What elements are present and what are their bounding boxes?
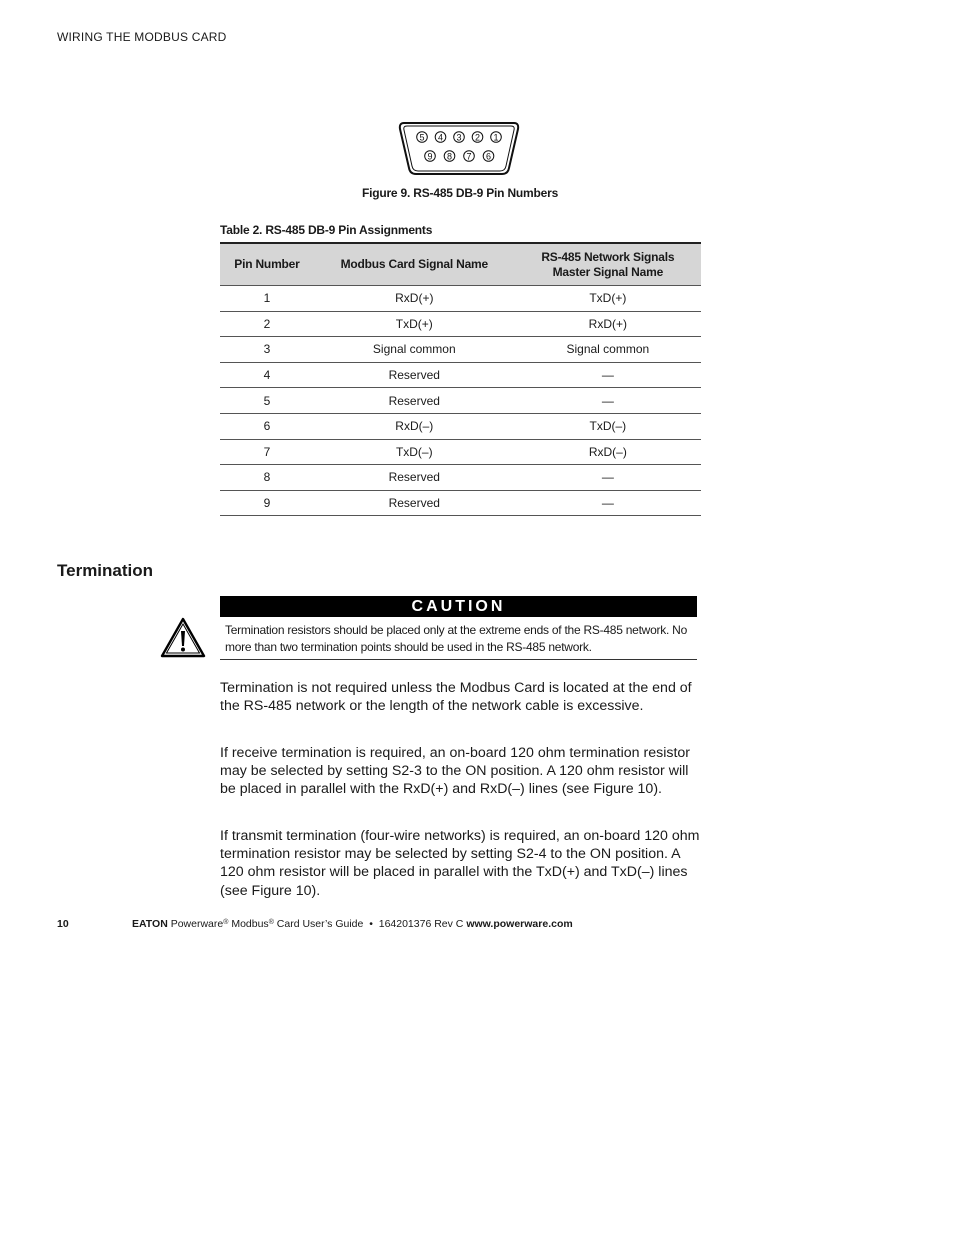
cell-pin: 4 — [220, 362, 314, 388]
table-row — [220, 286, 701, 312]
header-modbus-signal: Modbus Card Signal Name — [314, 243, 515, 286]
footer-reg1: ® — [223, 919, 229, 926]
cell-master-signal: — — [515, 388, 701, 414]
pin-label: 3 — [456, 132, 462, 143]
cell-modbus-signal: Reserved — [314, 465, 515, 491]
cell-master-signal: — — [515, 362, 701, 388]
header-network-line2: Master Signal Name — [552, 264, 664, 279]
footer-bullet: • — [369, 918, 373, 930]
pin-label: 2 — [474, 132, 481, 143]
caution-banner: CAUTION — [220, 596, 697, 617]
footer-doc-number: 164201376 Rev C — [378, 918, 464, 930]
footer-brand: EATON — [132, 918, 168, 930]
pin-assignments-table — [220, 242, 701, 516]
header-network-signal — [515, 243, 701, 286]
pin-label: 6 — [485, 151, 492, 162]
cell-modbus-signal: TxD(+) — [314, 311, 515, 337]
pin-label: 1 — [493, 132, 499, 143]
table-row — [220, 413, 701, 439]
footer-guide: Card User’s Guide — [276, 918, 364, 930]
caution-text: Termination resistors should be placed only at the extreme ends of the RS-485 network. No more than two termination points should be used in the RS-485 network. — [220, 622, 697, 660]
running-head: WIRING THE MODBUS CARD — [57, 30, 227, 44]
pin-label: 4 — [437, 132, 444, 143]
db9-connector-figure — [398, 119, 520, 177]
footer-product1: Powerware — [170, 918, 224, 930]
cell-pin: 2 — [220, 311, 314, 337]
figure-caption: Figure 9. RS-485 DB-9 Pin Numbers — [361, 186, 559, 200]
cell-modbus-signal: Reserved — [314, 388, 515, 414]
pin-label: 8 — [446, 151, 453, 162]
cell-master-signal: — — [515, 490, 701, 516]
cell-modbus-signal: RxD(+) — [314, 286, 515, 312]
paragraph-2: If receive termination is required, an on-board 120 ohm termination resistor may be selected by setting S2-3 to the ON position. A 120 ohm resistor will be placed in parallel with the RxD(+) and RxD(–) lines (see Figure 10). — [220, 745, 690, 798]
cell-master-signal: TxD(+) — [515, 286, 701, 312]
table-title: Table 2. RS-485 DB-9 Pin Assignments — [220, 223, 433, 237]
connector-shell-outer — [400, 123, 518, 174]
cell-pin: 6 — [220, 413, 314, 439]
pin-label: 7 — [466, 151, 472, 162]
paragraph-1: Termination is not required unless the Modbus Card is located at the end of the RS-485 network or the length of the network cable is excessive. — [220, 680, 692, 715]
paragraph-3: If transmit termination (four-wire networks) is required, an on-board 120 ohm termination resistor may be selected by setting S2-4 to the ON position. A 120 ohm resistor will be placed in parallel with the TxD(+) and TxD(–) lines (see Figure 10). — [220, 828, 700, 899]
footer-product2: Modbus — [231, 918, 269, 930]
cell-pin: 3 — [220, 337, 314, 363]
table-row — [220, 465, 701, 491]
footer-website: www.powerware.com — [466, 918, 573, 930]
cell-master-signal: Signal common — [515, 337, 701, 363]
footer-citation — [132, 918, 573, 930]
cell-pin: 5 — [220, 388, 314, 414]
cell-modbus-signal: TxD(–) — [314, 439, 515, 465]
cell-modbus-signal: Reserved — [314, 490, 515, 516]
cell-master-signal: RxD(+) — [515, 311, 701, 337]
header-network-line1: RS-485 Network Signals — [541, 249, 675, 264]
pin-label: 5 — [419, 132, 425, 143]
cell-modbus-signal: RxD(–) — [314, 413, 515, 439]
section-title: Termination — [57, 561, 154, 580]
table-row — [220, 388, 701, 414]
table-row — [220, 490, 701, 516]
cell-master-signal: TxD(–) — [515, 413, 701, 439]
cell-master-signal: — — [515, 465, 701, 491]
cell-pin: 1 — [220, 286, 314, 312]
table-header-row — [220, 243, 701, 286]
header-pin-number: Pin Number — [220, 243, 314, 286]
cell-pin: 7 — [220, 439, 314, 465]
table-row — [220, 337, 701, 363]
table-row — [220, 362, 701, 388]
page-number: 10 — [57, 918, 69, 930]
cell-pin: 9 — [220, 490, 314, 516]
cell-master-signal: RxD(–) — [515, 439, 701, 465]
table-row — [220, 439, 701, 465]
cell-pin: 8 — [220, 465, 314, 491]
warning-triangle-icon — [160, 617, 206, 659]
table-row — [220, 311, 701, 337]
cell-modbus-signal: Reserved — [314, 362, 515, 388]
footer-reg2: ® — [268, 919, 274, 926]
cell-modbus-signal: Signal common — [314, 337, 515, 363]
pin-label: 9 — [427, 151, 433, 162]
